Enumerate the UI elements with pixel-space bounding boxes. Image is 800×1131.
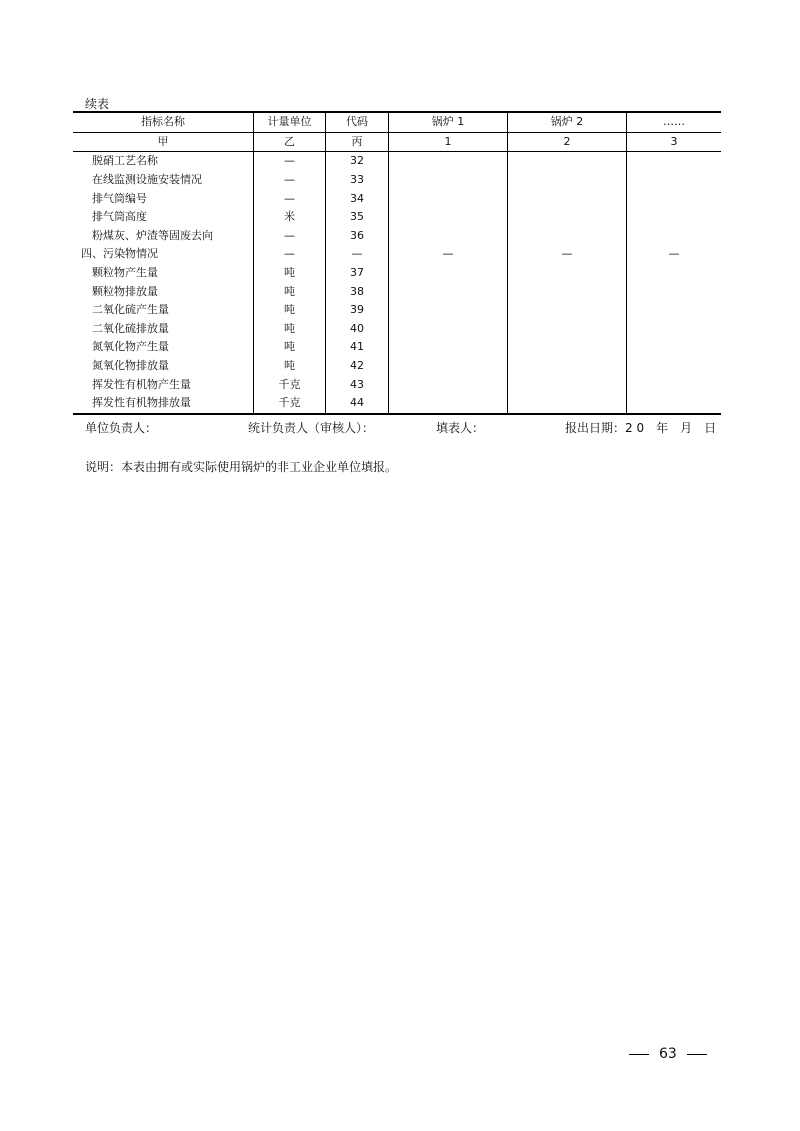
table-note: 说明：本表由拥有或实际使用锅炉的非工业企业单位填报。	[85, 460, 398, 474]
cell-b3[interactable]	[627, 375, 722, 394]
stat-head-label: 统计负责人（审核人）：	[248, 421, 375, 435]
row-name: 二氧化硫排放量	[73, 320, 254, 339]
row-name: 氮氧化物排放量	[73, 357, 254, 376]
cell-b1[interactable]	[389, 227, 508, 246]
row-name: 挥发性有机物排放量	[73, 394, 254, 414]
subheader-code: 丙	[326, 132, 389, 152]
table-row	[73, 189, 721, 208]
cell-b3[interactable]	[627, 338, 722, 357]
cell-b2[interactable]	[508, 320, 627, 339]
table-row	[73, 208, 721, 227]
row-code: 43	[326, 375, 389, 394]
cell-b1[interactable]	[389, 264, 508, 283]
row-code: 39	[326, 301, 389, 320]
row-unit: —	[254, 227, 326, 246]
cell-b2[interactable]	[508, 357, 627, 376]
cell-b2[interactable]	[508, 394, 627, 414]
cell-b2-na: —	[508, 245, 627, 264]
header-boiler-1: 锅炉 1	[389, 112, 508, 132]
row-name: 排气筒编号	[73, 189, 254, 208]
row-code: 38	[326, 282, 389, 301]
cell-b1[interactable]	[389, 282, 508, 301]
cell-b2[interactable]	[508, 301, 627, 320]
row-code: 33	[326, 171, 389, 190]
row-unit: 吨	[254, 264, 326, 283]
filler-label: 填表人：	[436, 421, 485, 435]
table-row	[73, 357, 721, 376]
indicator-table	[73, 111, 721, 415]
section-row	[73, 245, 721, 264]
table-row	[73, 282, 721, 301]
cell-b3[interactable]	[627, 189, 722, 208]
header-boiler-2: 锅炉 2	[508, 112, 627, 132]
section-title: 四、污染物情况	[73, 245, 254, 264]
page-number-value: 63	[659, 1046, 677, 1062]
row-name: 挥发性有机物产生量	[73, 375, 254, 394]
row-unit: 千克	[254, 375, 326, 394]
row-code: 40	[326, 320, 389, 339]
cell-b3[interactable]	[627, 394, 722, 414]
page-number-dash-right	[687, 1054, 707, 1055]
cell-b3[interactable]	[627, 171, 722, 190]
cell-b1[interactable]	[389, 152, 508, 171]
cell-b2[interactable]	[508, 171, 627, 190]
row-unit: —	[254, 171, 326, 190]
cell-b3[interactable]	[627, 301, 722, 320]
row-unit: 吨	[254, 301, 326, 320]
cell-b3[interactable]	[627, 152, 722, 171]
table-subheader-row	[73, 132, 721, 152]
row-unit: 米	[254, 208, 326, 227]
table-row	[73, 301, 721, 320]
cell-b3[interactable]	[627, 227, 722, 246]
table-row	[73, 227, 721, 246]
cell-b3-na: —	[668, 247, 680, 261]
header-code: 代码	[326, 112, 389, 132]
row-unit: 吨	[254, 320, 326, 339]
header-boiler-more: ……	[627, 112, 722, 132]
cell-b2[interactable]	[508, 227, 627, 246]
table-row	[73, 152, 721, 171]
row-code: 37	[326, 264, 389, 283]
row-code: —	[326, 245, 389, 264]
header-name: 指标名称	[73, 112, 254, 132]
page-number-dash-left	[629, 1054, 649, 1055]
table-row	[73, 264, 721, 283]
cell-b1[interactable]	[389, 320, 508, 339]
row-code: 42	[326, 357, 389, 376]
cell-b1[interactable]	[389, 357, 508, 376]
row-name: 氮氧化物产生量	[73, 338, 254, 357]
cell-b2[interactable]	[508, 282, 627, 301]
row-code: 32	[326, 152, 389, 171]
row-name: 在线监测设施安装情况	[73, 171, 254, 190]
header-unit: 计量单位	[254, 112, 326, 132]
row-name: 排气筒高度	[73, 208, 254, 227]
cell-b1[interactable]	[389, 171, 508, 190]
cell-b1-na: —	[389, 245, 508, 264]
table-row	[73, 394, 721, 414]
cell-b2[interactable]	[508, 152, 627, 171]
unit-head-label: 单位负责人：	[85, 421, 158, 435]
row-name: 颗粒物产生量	[73, 264, 254, 283]
subheader-unit: 乙	[254, 132, 326, 152]
row-code: 41	[326, 338, 389, 357]
row-code: 34	[326, 189, 389, 208]
continued-label: 续表	[85, 97, 110, 111]
row-name: 颗粒物排放量	[73, 282, 254, 301]
cell-b2[interactable]	[508, 264, 627, 283]
subheader-name: 甲	[73, 132, 254, 152]
row-unit: 吨	[254, 282, 326, 301]
cell-b1[interactable]	[389, 394, 508, 414]
subheader-b2: 2	[508, 132, 627, 152]
cell-b2[interactable]	[508, 375, 627, 394]
table-row	[73, 375, 721, 394]
cell-b3[interactable]	[627, 264, 722, 283]
subheader-b1: 1	[389, 132, 508, 152]
cell-b1[interactable]	[389, 301, 508, 320]
report-date-label: 报出日期：2 0 年 月 日	[565, 421, 717, 435]
cell-b3[interactable]	[627, 357, 722, 376]
row-unit: —	[254, 245, 326, 264]
row-code: 44	[326, 394, 389, 414]
row-name: 二氧化硫产生量	[73, 301, 254, 320]
cell-b1[interactable]	[389, 189, 508, 208]
row-unit: 千克	[254, 394, 326, 414]
subheader-b3: 3	[627, 132, 722, 152]
cell-b3[interactable]	[627, 208, 722, 227]
page-number	[629, 1046, 707, 1062]
cell-b1[interactable]	[389, 375, 508, 394]
row-name: 粉煤灰、炉渣等固废去向	[73, 227, 254, 246]
cell-b2[interactable]	[508, 338, 627, 357]
cell-b2[interactable]	[508, 208, 627, 227]
cell-b3[interactable]	[627, 320, 722, 339]
cell-b2[interactable]	[508, 189, 627, 208]
row-code: 35	[326, 208, 389, 227]
row-unit: 吨	[254, 357, 326, 376]
row-name: 脱硝工艺名称	[73, 152, 254, 171]
row-unit: —	[254, 152, 326, 171]
cell-b1[interactable]	[389, 338, 508, 357]
row-code: 36	[326, 227, 389, 246]
table-row	[73, 171, 721, 190]
row-unit: 吨	[254, 338, 326, 357]
table-row	[73, 320, 721, 339]
cell-b1[interactable]	[389, 208, 508, 227]
row-unit: —	[254, 189, 326, 208]
table-row	[73, 338, 721, 357]
cell-b3[interactable]	[627, 282, 722, 301]
table-header-row	[73, 112, 721, 132]
